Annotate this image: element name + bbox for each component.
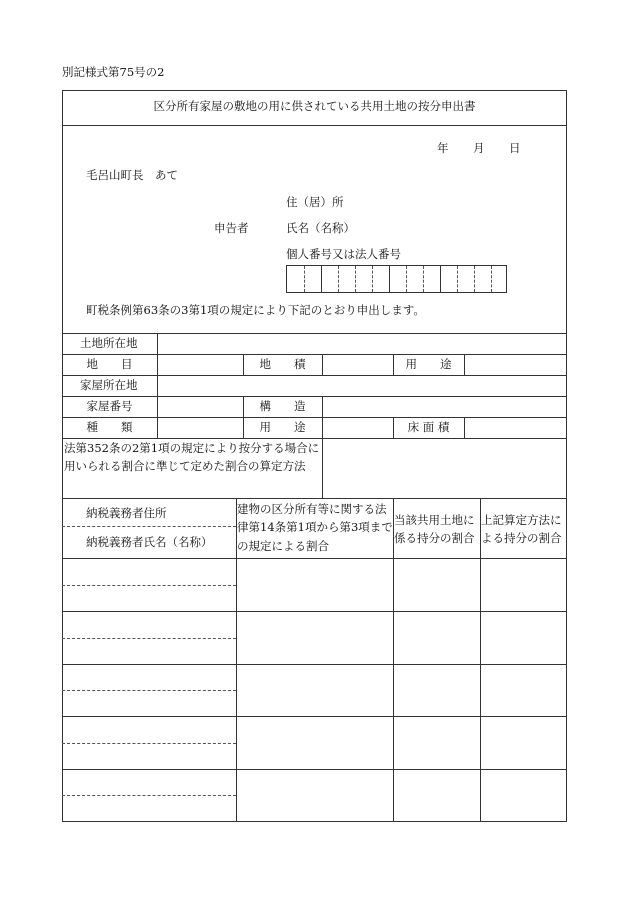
date-month: 月 xyxy=(473,141,485,155)
floor-area-label: 床 面 積 xyxy=(407,420,450,434)
date-year: 年 xyxy=(437,141,449,155)
land-location-label: 土地所在地 xyxy=(80,336,138,350)
id-number-label: 個人番号又は法人番号 xyxy=(286,247,401,261)
date-day: 日 xyxy=(509,141,521,155)
row-line xyxy=(62,498,567,499)
form-title: 区分所有家屋の敷地の用に供されている共用土地の按分申出書 xyxy=(153,99,476,113)
col-line xyxy=(322,438,323,498)
form-number: 別記様式第75号の2 xyxy=(62,65,165,79)
col-line xyxy=(322,396,323,438)
declarant-label: 申告者 xyxy=(214,221,249,235)
name-label: 氏名（名称） xyxy=(286,221,355,235)
row-line xyxy=(62,354,567,355)
id-number-boxes[interactable] xyxy=(286,265,507,293)
addressee: 毛呂山町長 あて xyxy=(86,168,178,182)
col-line xyxy=(157,333,158,438)
row-line xyxy=(62,333,567,334)
method-label: 法第352条の2第1項の規定により按分する場合に用いられる割合に準じて定めた割合の算定方法 xyxy=(64,441,320,473)
col-line xyxy=(464,417,465,438)
taxpayer-address-header: 納税義務者住所 xyxy=(86,506,167,520)
kind-label: 種 類 xyxy=(86,420,133,434)
header-dashed-line xyxy=(62,526,236,527)
land-area-label: 地 積 xyxy=(259,357,306,371)
row-line xyxy=(62,417,567,418)
statement: 町税条例第63条の3第1項の規定により下記のとおり申出します。 xyxy=(86,303,425,317)
land-category-label: 地 目 xyxy=(86,357,133,371)
col-line xyxy=(322,354,323,375)
house-number-label: 家屋番号 xyxy=(86,399,133,413)
row-line xyxy=(62,396,567,397)
col-line xyxy=(464,354,465,375)
law-ratio-header: 建物の区分所有等に関する法律第14条第1項から第3項までの規定による割合 xyxy=(237,502,393,553)
structure-label: 構 造 xyxy=(259,399,306,413)
calc-ratio-header: 上記算定方法による持分の割合 xyxy=(481,513,562,546)
row-line xyxy=(62,438,567,439)
table-header-line xyxy=(62,558,567,559)
title-divider xyxy=(62,125,567,126)
share-ratio-header: 当該共用土地に係る持分の割合 xyxy=(394,513,475,546)
house-location-label: 家屋所在地 xyxy=(80,378,138,392)
land-use-label: 用 途 xyxy=(405,357,452,371)
address-label: 住（居）所 xyxy=(286,195,344,209)
row-line xyxy=(62,375,567,376)
taxpayer-name-header: 納税義務者氏名（名称） xyxy=(86,535,213,549)
house-use-label: 用 途 xyxy=(259,420,306,434)
